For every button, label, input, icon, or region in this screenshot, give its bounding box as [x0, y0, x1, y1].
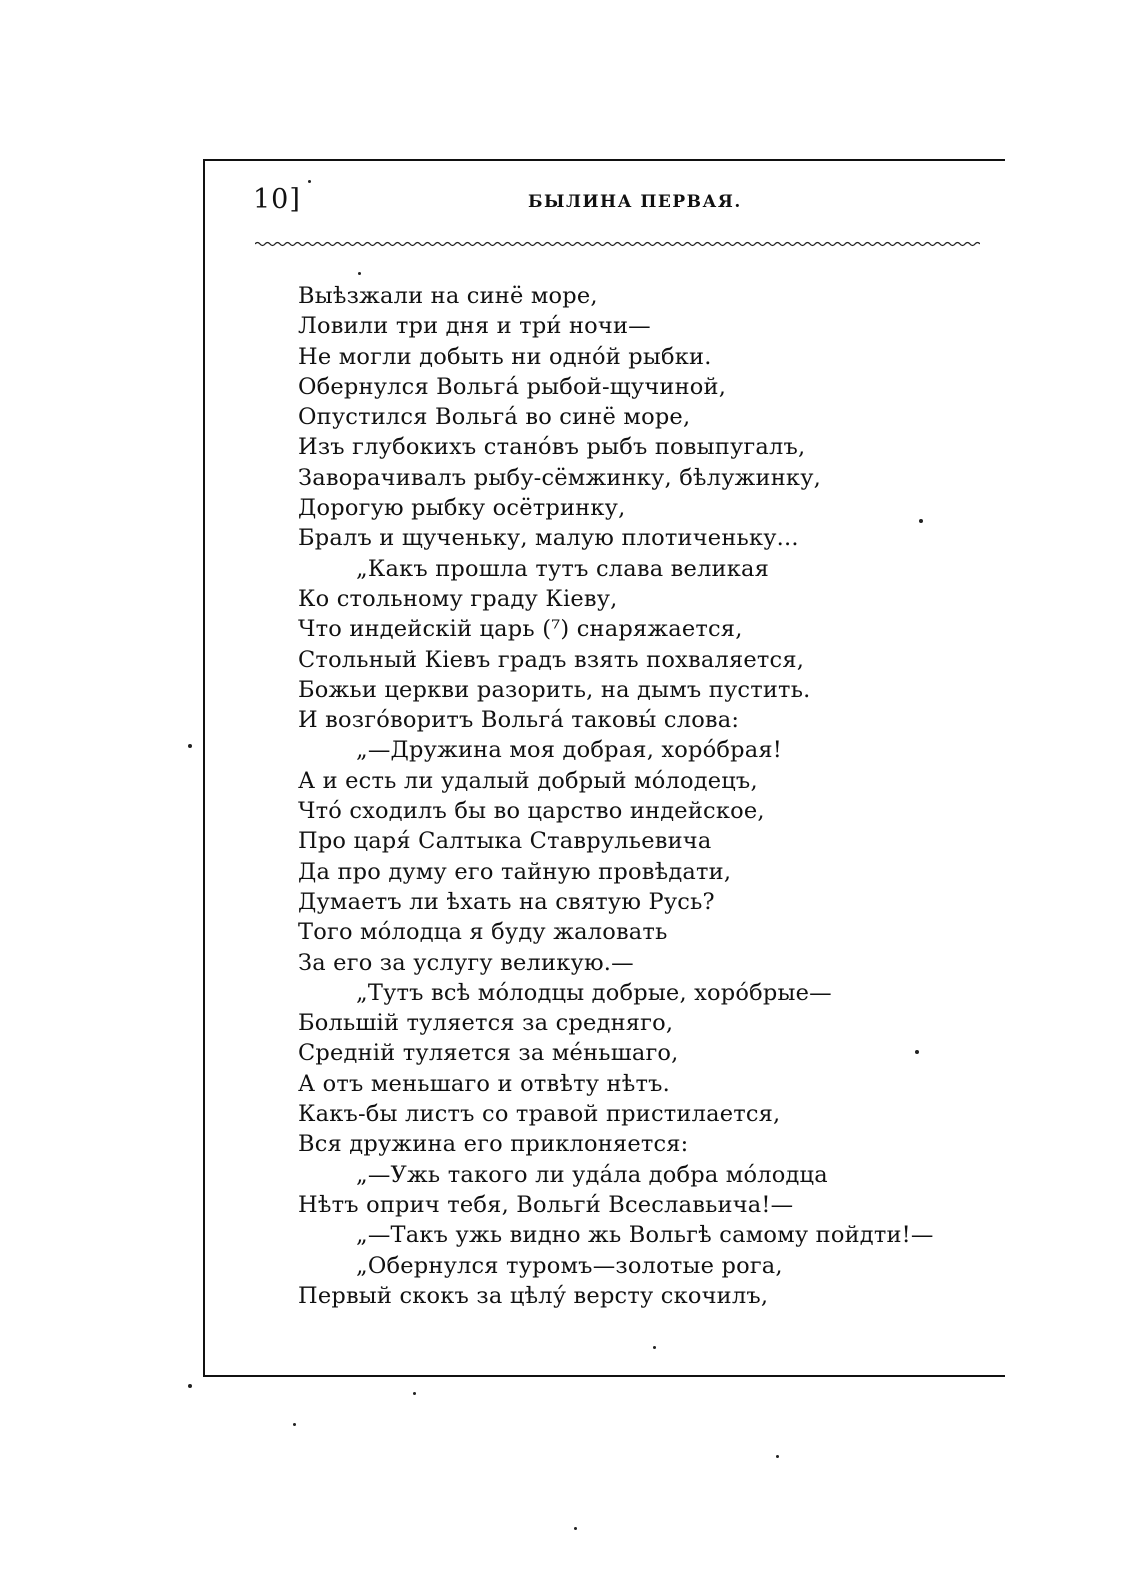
verse-line: Что индейскій царь (⁷) снаряжается, — [298, 616, 743, 643]
verse-line: Того мо́лодца я буду жаловать — [298, 919, 668, 946]
verse-line: „Какъ прошла тутъ слава великая — [356, 555, 770, 582]
verse-line: А и есть ли удалый добрый мо́лодецъ, — [298, 767, 758, 794]
scan-speck — [293, 1423, 296, 1426]
verse-line: Про царя́ Салтыка Ставрульевича — [298, 828, 712, 855]
scan-speck — [776, 1455, 779, 1458]
page-number: 10] — [253, 184, 301, 215]
verse-line: „—Ужь такого ли уда́ла добра мо́лодца — [356, 1161, 828, 1188]
scan-speck — [308, 180, 311, 183]
running-head: БЫЛИНА ПЕРВАЯ. — [528, 192, 742, 212]
scan-speck — [919, 519, 923, 523]
verse-text — [298, 281, 988, 1311]
verse-line: Обернулся Вольга́ рыбой-щучиной, — [298, 373, 727, 400]
scan-speck — [413, 1392, 416, 1395]
verse-line: Нѣтъ оприч тебя, Вольги́ Всеславьича!— — [298, 1191, 794, 1218]
scan-speck — [915, 1050, 919, 1054]
verse-line: Какъ-бы листъ со травой пристилается, — [298, 1101, 781, 1128]
scan-speck — [574, 1527, 577, 1530]
verse-line: „Тутъ всѣ мо́лодцы добрые, хоро́брые— — [356, 979, 832, 1006]
scan-speck — [188, 744, 192, 748]
verse-line: Божьи церкви разорить, на дымъ пустить. — [298, 676, 811, 703]
verse-line: Думаетъ ли ѣхать на святую Русь? — [298, 888, 715, 915]
verse-line: Средній туляется за ме́ньшаго, — [298, 1040, 679, 1067]
verse-line: Что́ сходилъ бы во царство индейское, — [298, 798, 765, 825]
verse-line: Да про думу его тайную провѣдати, — [298, 858, 732, 885]
verse-line: Первый скокъ за цѣлу́ версту скочилъ, — [298, 1282, 769, 1309]
verse-line: „—Дружина моя добрая, хоро́брая! — [356, 737, 782, 764]
wavy-divider — [255, 238, 980, 250]
verse-line: За его за услугу великую.— — [298, 949, 634, 976]
verse-line: Большій туляется за средняго, — [298, 1010, 674, 1037]
verse-line: Не могли добыть ни одно́й рыбки. — [298, 343, 712, 370]
verse-line: Бралъ и щученьку, малую плотиченьку... — [298, 525, 799, 552]
scan-speck — [653, 1346, 656, 1349]
verse-line: А отъ меньшаго и отвѣту нѣтъ. — [298, 1070, 671, 1097]
verse-line: Вся дружина его приклоняется: — [298, 1131, 689, 1158]
verse-line: И возго́воритъ Вольга́ таковы́ слова: — [298, 707, 740, 734]
verse-line: Дорогую рыбку осётринку, — [298, 495, 626, 522]
scan-speck — [358, 272, 361, 275]
verse-line: Заворачивалъ рыбу-сёмжинку, бѣлужинку, — [298, 464, 821, 491]
verse-line: Ловили три дня и три́ ночи— — [298, 313, 651, 340]
verse-line: „Обернулся туромъ—золотые рога, — [356, 1252, 783, 1279]
scan-speck — [188, 1384, 192, 1388]
verse-line: Изъ глубокихъ стано́въ рыбъ повыпугалъ, — [298, 434, 806, 461]
verse-line: Опустился Вольга́ во синё море, — [298, 404, 691, 431]
verse-line: Стольный Кіевъ градъ взять похваляется, — [298, 646, 805, 673]
verse-line: Ко стольному граду Кіеву, — [298, 585, 618, 612]
verse-line: „—Такъ ужь видно жь Вольгѣ самому пойдти!— — [356, 1222, 934, 1249]
verse-line: Выѣзжали на синё море, — [298, 283, 598, 309]
